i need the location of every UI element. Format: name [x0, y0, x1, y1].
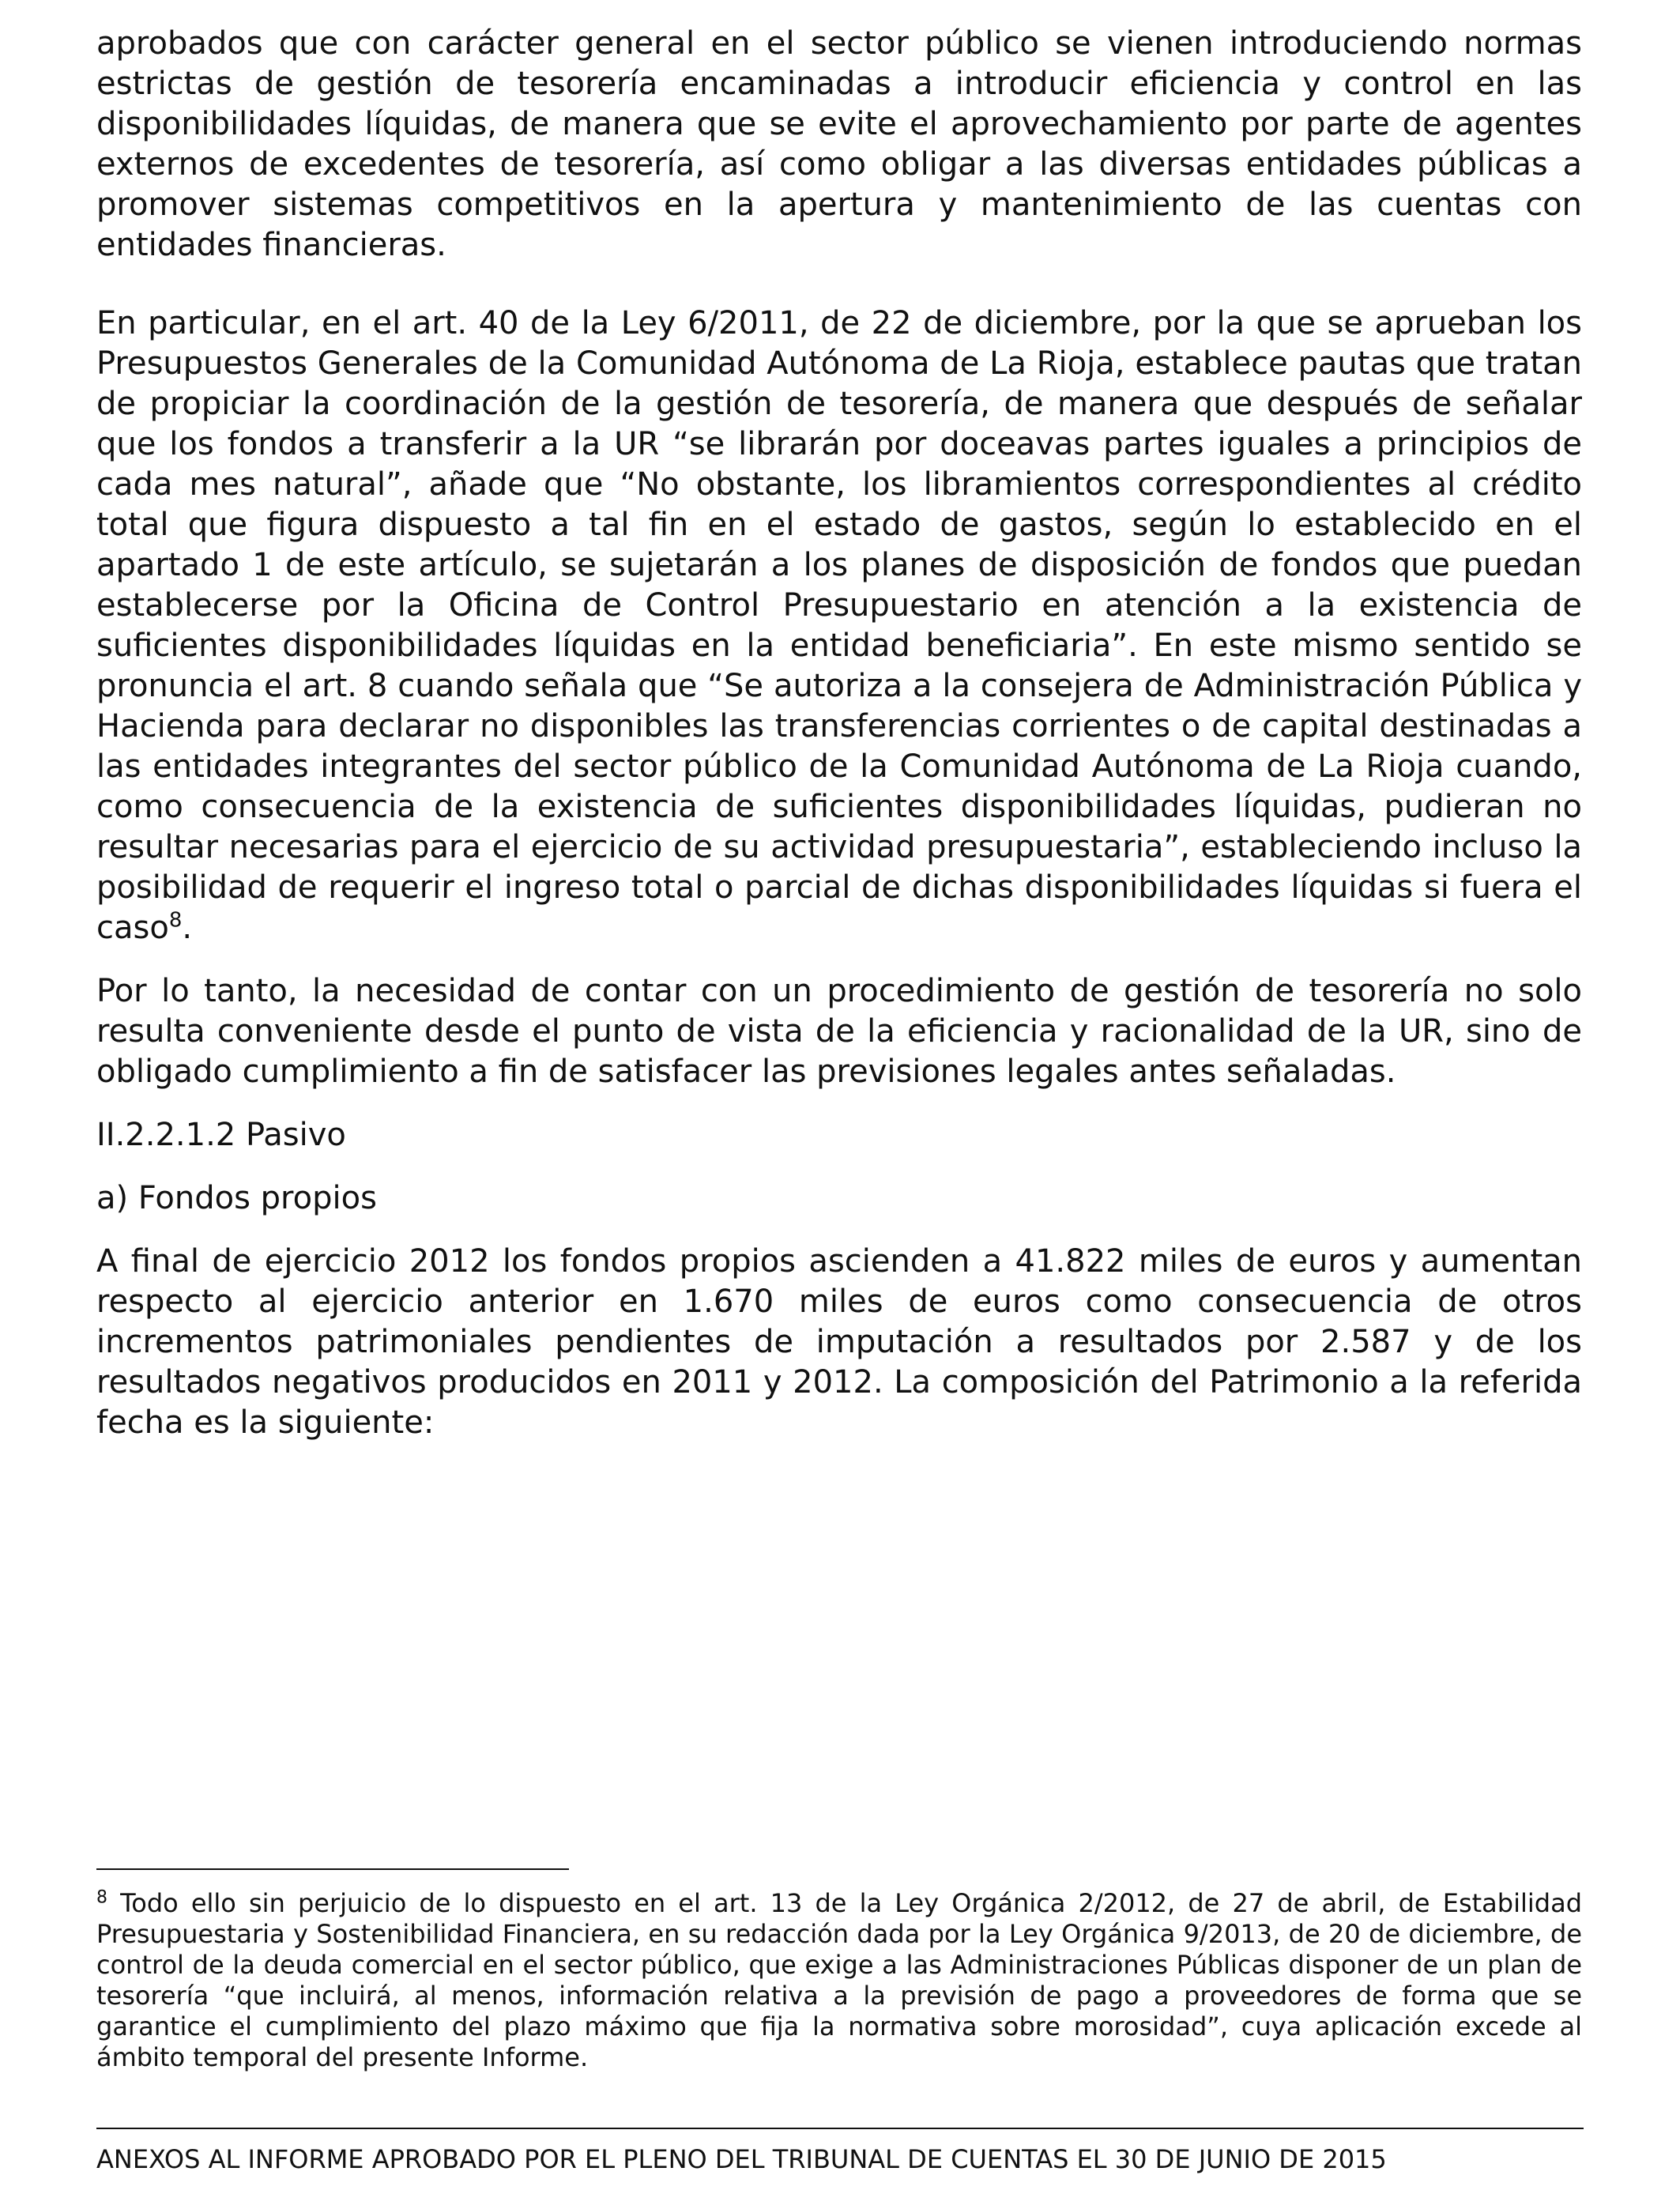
body-text: [96, 24, 1582, 1443]
footer-separator: [96, 2128, 1584, 2129]
paragraph-ley-6-2011: [96, 303, 1582, 948]
paragraph-treasury-rules: aprobados que con carácter general en el sector público se vienen introduciendo normas estrictas de gestión de tesorería encaminadas a introducir eficiencia y control en las disponibilidades líquidas, de manera que se evite el aprovechamiento por parte de agentes externos de excedentes de tesorería, así como obligar a las diversas entidades públicas a promover sistemas competitivos en la apertura y mantenimiento de las cuentas con entidades financieras.: [96, 25, 1582, 263]
section-heading-pasivo: II.2.2.1.2 Pasivo: [96, 1117, 346, 1153]
paragraph-ley-6-2011-end: .: [182, 910, 193, 946]
subsection-heading-fondos-propios: a) Fondos propios: [96, 1180, 377, 1216]
page-footer: ANEXOS AL INFORME APROBADO POR EL PLENO DEL TRIBUNAL DE CUENTAS EL 30 DE JUNIO DE 2015: [96, 2144, 1387, 2174]
footnote-8: [96, 1888, 1582, 2073]
footnote-number: 8: [96, 1887, 107, 1908]
footnote-separator: [96, 1868, 569, 1870]
footnote-text: Todo ello sin perjuicio de lo dispuesto en el art. 13 de la Ley Orgánica 2/2012, de 27 de abril, de Estabilidad Presupuestaria y Sostenibilidad Financiera, en su redacción dada por la Ley Orgánica 9/2013, de 20 de diciembre, de control de la deuda comercial en el sector público, que exige a las Administraciones Públicas disponer de un plan de tesorería “que incluirá, al menos, información relativa a la previsión de pago a proveedores de forma que se garantice el cumplimiento del plazo máximo que fija la normativa sobre morosidad”, cuya aplicación excede al ámbito temporal del presente Informe.: [96, 1888, 1582, 2072]
footnote-reference[interactable]: 8: [168, 908, 183, 933]
paragraph-conclusion: Por lo tanto, la necesidad de contar con un procedimiento de gestión de tesorería no solo resulta conveniente desde el punto de vista de la eficiencia y racionalidad de la UR, sino de obligado cumplimiento a fin de satisfacer las previsiones legales antes señaladas.: [96, 973, 1582, 1090]
paragraph-fondos-propios: A final de ejercicio 2012 los fondos propios ascienden a 41.822 miles de euros y aumentan respecto al ejercicio anterior en 1.670 miles de euros como consecuencia de otros incrementos patrimoniales pendientes de imputación a resultados por 2.587 y de los resultados negativos producidos en 2011 y 2012. La composición del Patrimonio a la referida fecha es la siguiente:: [96, 1243, 1582, 1441]
paragraph-ley-6-2011-text: En particular, en el art. 40 de la Ley 6/2011, de 22 de diciembre, por la que se aprueban los Presupuestos Generales de la Comunidad Autónoma de La Rioja, establece pautas que tratan de propiciar la coordinación de la gestión de tesorería, de manera que después de señalar que los fondos a transferir a la UR “se librarán por doceavas partes iguales a principios de cada mes natural”, añade que “No obstante, los libramientos correspondientes al crédito total que figura dispuesto a tal fin en el estado de gastos, según lo establecido en el apartado 1 de este artículo, se sujetarán a los planes de disposición de fondos que puedan establecerse por la Oficina de Control Presupuestario en atención a la existencia de suficientes disponibilidades líquidas en la entidad beneficiaria”. En este mismo sentido se pronuncia el art. 8 cuando señala que “Se autoriza a la consejera de Administración Pública y Hacienda para declarar no disponibles las transferencias corrientes o de capital destinadas a las entidades integrantes del sector público de la Comunidad Autónoma de La Rioja cuando, como consecuencia de la existencia de suficientes disponibilidades líquidas, pudieran no resultar necesarias para el ejercicio de su actividad presupuestaria”, estableciendo incluso la posibilidad de requerir el ingreso total o parcial de dichas disponibilidades líquidas si fuera el caso: [96, 305, 1582, 946]
